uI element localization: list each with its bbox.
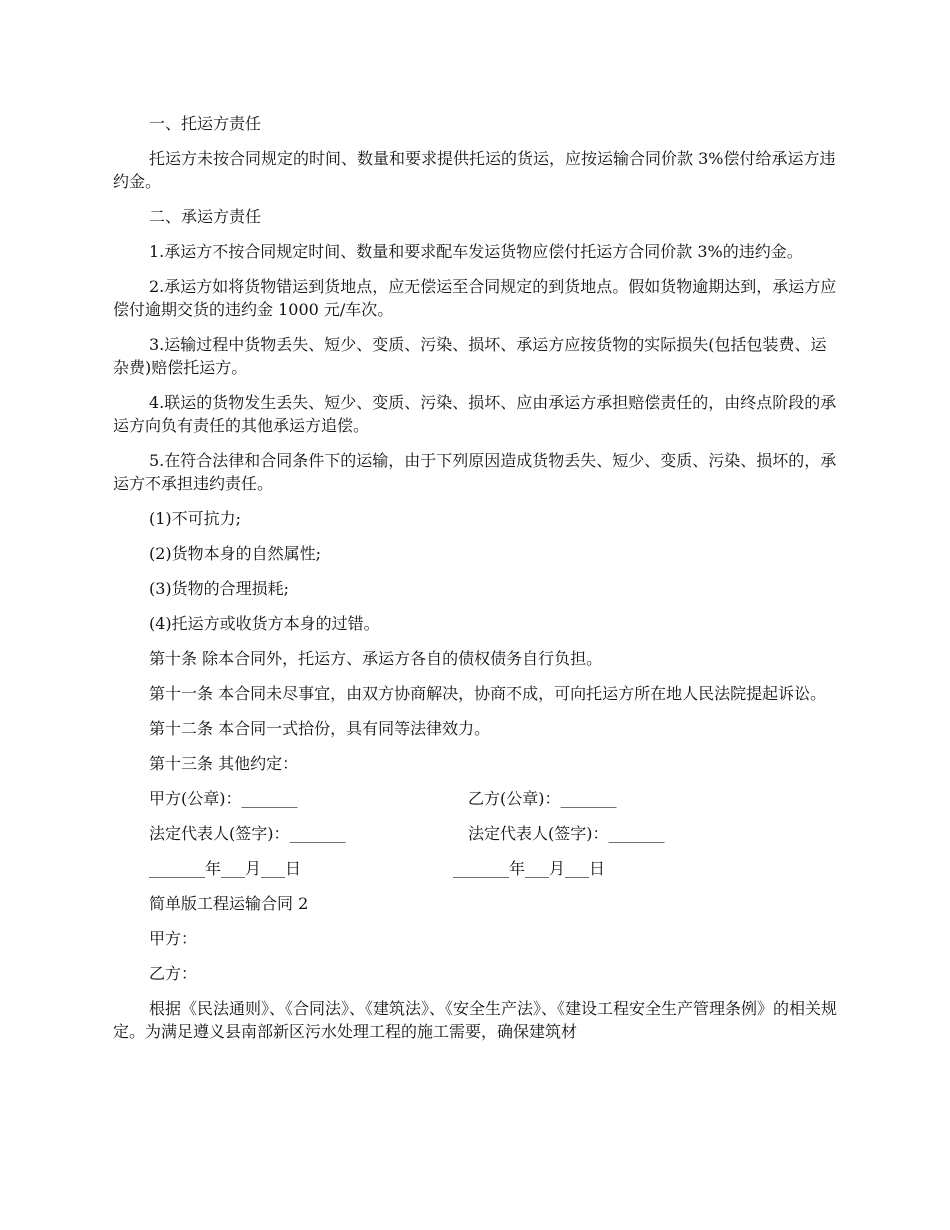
article-paragraph: 第十三条 其他约定： [149,754,299,773]
contract-2-party-a: 甲方： [149,929,198,948]
contract-2-party-b: 乙方： [149,964,198,983]
clause-paragraph: 3.运输过程中货物丢失、短少、变质、污染、损坏、承运方应按货物的实际损失(包括包装费、运杂费)赔偿托运方。 [113,335,827,377]
contract-2-title: 简单版工程运输合同 2 [149,894,309,913]
signature-rep-row [113,822,838,845]
party-a-date: _______年___月___日 [149,859,302,878]
contract-2-intro: 根据《民法通则》、《合同法》、《建筑法》、《安全生产法》、《建设工程安全生产管理条例》的相关规定。为满足遵义县南部新区污水处理工程的施工需要，确保建筑材 [113,999,838,1041]
article-paragraph: 第十二条 本合同一式拾份，具有同等法律效力。 [149,719,491,738]
party-a-seal: 甲方(公章)：_______ [149,789,298,808]
clause-paragraph: 2.承运方如将货物错运到货地点，应无偿运至合同规定的到货地点。假如货物逾期达到，承运方应偿付逾期交货的违约金 1000 元/车次。 [113,277,837,319]
section-heading-shipper: 一、托运方责任 [149,114,262,133]
list-item: (1)不可抗力; [149,509,242,528]
party-b-representative: 法定代表人(签字)：_______ [468,824,665,843]
party-b-seal: 乙方(公章)：_______ [468,789,617,808]
signature-seal-row [113,787,838,810]
list-item: (4)托运方或收货方本身的过错。 [149,614,380,633]
section-heading-carrier: 二、承运方责任 [149,207,262,226]
party-a-representative: 法定代表人(签字)：_______ [149,824,346,843]
article-paragraph: 第十条 除本合同外，托运方、承运方各自的债权债务自行负担。 [149,649,603,668]
clause-paragraph: 1.承运方不按合同规定时间、数量和要求配车发运货物应偿付托运方合同价款 3%的违约金。 [149,242,803,261]
party-b-date: _______年___月___日 [453,859,606,878]
clause-paragraph: 托运方未按合同规定的时间、数量和要求提供托运的货运，应按运输合同价款 3%偿付给承运方违约金。 [113,149,836,191]
article-paragraph: 第十一条 本合同未尽事宜，由双方协商解决，协商不成，可向托运方所在地人民法院提起诉讼。 [149,684,827,703]
list-item: (3)货物的合理损耗; [149,579,290,598]
signature-date-row [113,857,838,880]
clause-paragraph: 5.在符合法律和合同条件下的运输，由于下列原因造成货物丢失、短少、变质、污染、损坏的，承运方不承担违约责任。 [113,451,837,493]
list-item: (2)货物本身的自然属性; [149,544,322,563]
document-page [113,112,838,1043]
clause-paragraph: 4.联运的货物发生丢失、短少、变质、污染、损坏、应由承运方承担赔偿责任的，由终点阶段的承运方向负有责任的其他承运方追偿。 [113,393,837,435]
